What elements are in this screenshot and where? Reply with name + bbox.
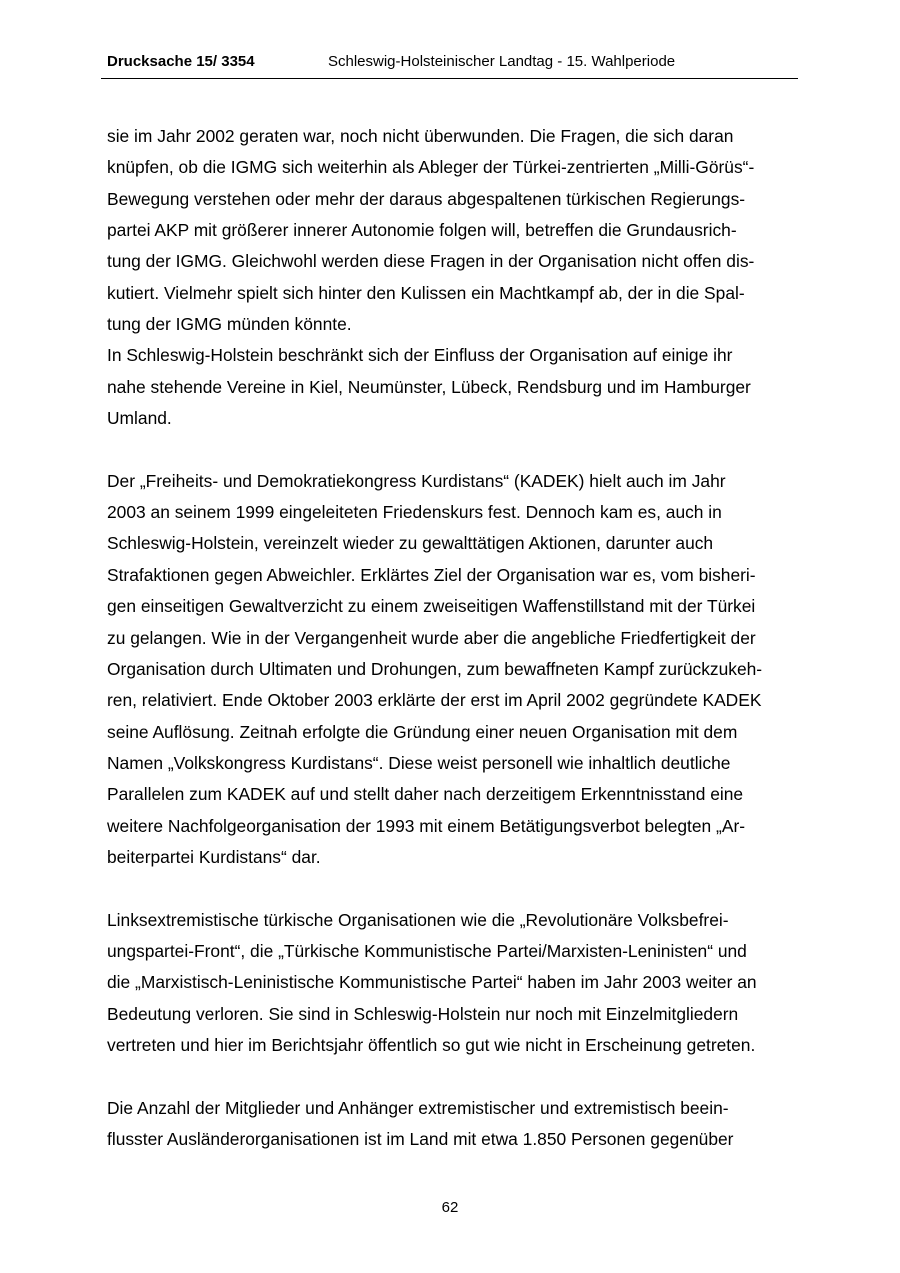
text-line: sie im Jahr 2002 geraten war, noch nicht überwunden. Die Fragen, die sich daran bbox=[107, 126, 734, 146]
text-line: nahe stehende Vereine in Kiel, Neumünster, Lübeck, Rendsburg und im Hamburger bbox=[107, 376, 751, 397]
page-body bbox=[107, 121, 797, 1155]
text-line: beiterpartei Kurdistans“ dar. bbox=[107, 846, 321, 867]
text-line: Strafaktionen gegen Abweichler. Erklärtes Ziel der Organisation war es, vom bisheri- bbox=[107, 564, 756, 585]
text-line: Der „Freiheits- und Demokratiekongress Kurdistans“ (KADEK) hielt auch im Jahr bbox=[107, 470, 726, 491]
text-line: Namen „Volkskongress Kurdistans“. Diese weist personell wie inhaltlich deutliche bbox=[107, 752, 731, 773]
page-header bbox=[101, 52, 798, 79]
text-line: Parallelen zum KADEK auf und stellt daher nach derzeitigem Erkenntnisstand eine bbox=[107, 784, 744, 805]
text-line: Linksextremistische türkische Organisationen wie die „Revolutionäre Volksbefrei- bbox=[107, 909, 729, 930]
text-line: Die Anzahl der Mitglieder und Anhänger extremistischer und extremistisch beein- bbox=[107, 1097, 729, 1118]
paragraph-kadek bbox=[107, 466, 797, 873]
text-line: knüpfen, ob die IGMG sich weiterhin als Ableger der Türkei-zentrierten „Milli-Görüs“- bbox=[107, 157, 755, 178]
paragraph-member-count bbox=[107, 1093, 797, 1156]
text-line: seine Auflösung. Zeitnah erfolgte die Gründung einer neuen Organisation mit dem bbox=[107, 721, 738, 742]
paragraph-igmg-continued bbox=[107, 121, 797, 340]
text-line: Schleswig-Holstein, vereinzelt wieder zu gewalttätigen Aktionen, darunter auch bbox=[107, 533, 714, 554]
paragraph-spacer bbox=[107, 434, 797, 465]
paragraph-spacer bbox=[107, 1061, 797, 1092]
page-number: 62 bbox=[441, 1199, 459, 1216]
text-line: gen einseitigen Gewaltverzicht zu einem zweiseitigen Waffenstillstand mit der Türkei bbox=[107, 596, 756, 617]
text-line: partei AKP mit größerer innerer Autonomie folgen will, betreffen die Grundausrich- bbox=[107, 220, 737, 241]
text-line: tung der IGMG. Gleichwohl werden diese Fragen in der Organisation nicht offen dis- bbox=[107, 251, 755, 272]
document-title: Schleswig-Holsteinischer Landtag - 15. Wahlperiode bbox=[328, 53, 676, 70]
document-number: Drucksache 15/ 3354 bbox=[107, 53, 255, 70]
text-line: 2003 an seinem 1999 eingeleiteten Friedenskurs fest. Dennoch kam es, auch in bbox=[107, 502, 722, 523]
text-line: zu gelangen. Wie in der Vergangenheit wurde aber die angebliche Friedfertigkeit der bbox=[107, 627, 756, 648]
paragraph-left-extremist-organisations bbox=[107, 905, 797, 1062]
text-line: Bedeutung verloren. Sie sind in Schleswig-Holstein nur noch mit Einzelmitgliedern bbox=[107, 1003, 739, 1024]
text-line: weitere Nachfolgeorganisation der 1993 mit einem Betätigungsverbot belegten „Ar- bbox=[107, 815, 746, 836]
text-line: Bewegung verstehen oder mehr der daraus abgespaltenen türkischen Regierungs- bbox=[107, 188, 746, 209]
text-line: Organisation durch Ultimaten und Drohungen, zum bewaffneten Kampf zurückzukeh- bbox=[107, 658, 763, 679]
text-line: ungspartei-Front“, die „Türkische Kommunistische Partei/Marxisten-Leninisten“ und bbox=[107, 940, 747, 961]
text-line: tung der IGMG münden könnte. bbox=[107, 314, 352, 335]
text-line: kutiert. Vielmehr spielt sich hinter den Kulissen ein Machtkampf ab, der in die Spal- bbox=[107, 282, 745, 303]
text-line: vertreten und hier im Berichtsjahr öffentlich so gut wie nicht in Erscheinung getreten. bbox=[107, 1034, 756, 1055]
text-line: Umland. bbox=[107, 408, 172, 429]
paragraph-spacer bbox=[107, 873, 797, 904]
paragraph-schleswig-holstein-influence bbox=[107, 340, 797, 434]
text-line: flusster Ausländerorganisationen ist im Land mit etwa 1.850 Personen gegenüber bbox=[107, 1129, 734, 1149]
text-line: die „Marxistisch-Leninistische Kommunistische Partei“ haben im Jahr 2003 weiter an bbox=[107, 972, 757, 993]
text-line: In Schleswig-Holstein beschränkt sich der Einfluss der Organisation auf einige ihr bbox=[107, 345, 733, 366]
text-line: ren, relativiert. Ende Oktober 2003 erklärte der erst im April 2002 gegründete KADEK bbox=[107, 690, 762, 711]
